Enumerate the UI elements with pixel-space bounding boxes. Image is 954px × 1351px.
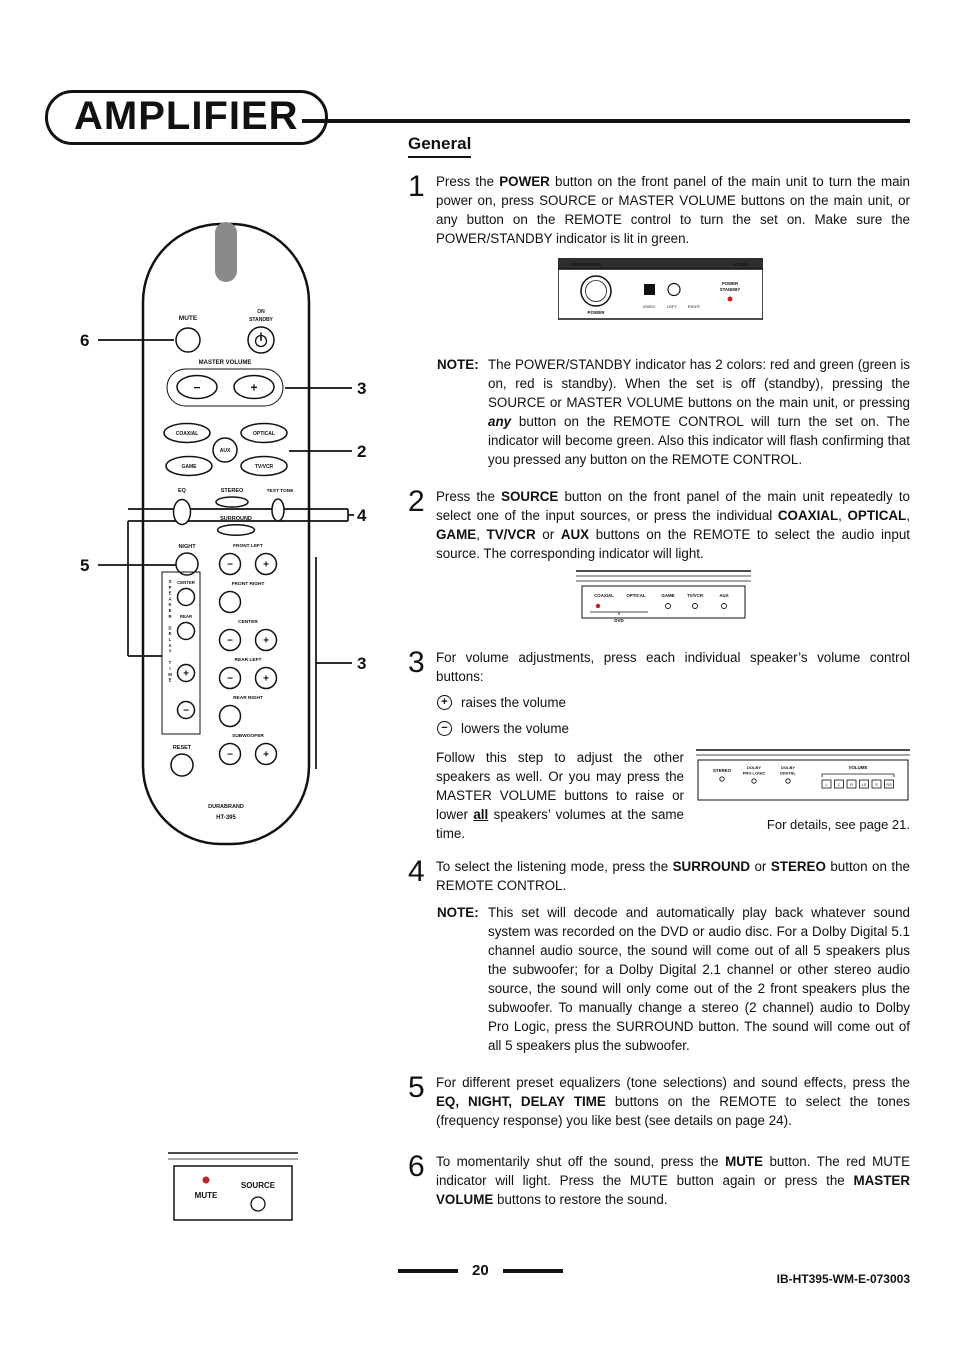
step-4	[408, 857, 910, 895]
note-2-text: This set will decode and automatically play back whatever sound system was recorded on the DVD or audio disc. For a Dolby Digital 5.1 channel audio source, the sound will come out of all 5 speakers plus the subwoofer; for a Dolby Digital 2.1 channel or other stereo audio source, the sound will only come out of the 2 front speakers plus the subwoofer. To manually change a stereo (2 channel) audio to Dolby Pro Logic, press the SURROUND button. The sound will come out of all 5 speakers plus the subwoofer.	[488, 905, 910, 1053]
display-panel-figure	[576, 569, 910, 632]
step-2-text: Press the SOURCE button on the front panel of the main unit repeatedly to select one of the input sources, or press the individual COAXIAL, OPTICAL, GAME, TV/VCR or AUX buttons on the REMOTE to select the audio input source. The corresponding indicator will light.	[436, 489, 910, 561]
r-badge-label: R	[646, 287, 653, 295]
minus-icon: −	[227, 673, 233, 685]
remote-on-label: ON	[257, 309, 265, 315]
callout-2: 2	[357, 442, 367, 461]
dolby-pro-logic-label-2: PRO LOGIC	[742, 770, 766, 776]
rear-left-label: REAR LEFT	[234, 658, 262, 663]
aux-label: AUX	[219, 448, 231, 454]
test-tone-button	[272, 499, 284, 521]
surround-button	[218, 525, 255, 535]
game-label: GAME	[181, 464, 197, 470]
document-code: IB-HT395-WM-E-073003	[776, 1272, 910, 1286]
step-6-text: To momentarily shut off the sound, press the MUTE button. The red MUTE indicator will light. Press the MUTE button again or press the MASTER VOLUME buttons to restore the sound.	[436, 1154, 910, 1207]
mute-indicator-dot	[203, 1177, 210, 1184]
volume-stereo-label: STEREO	[712, 768, 732, 773]
front-panel-figure	[558, 258, 910, 325]
svg-text:L: L	[825, 783, 828, 787]
page-number-rule-right	[503, 1269, 563, 1273]
step-5	[408, 1073, 910, 1130]
front-right-button	[220, 592, 241, 613]
plus-icon: +	[263, 559, 269, 571]
display-dvd-label: DVD	[614, 618, 624, 623]
remote-standby-label: STANDBY	[249, 317, 273, 323]
rear-delay-label: REAR	[179, 614, 193, 619]
step-5-number: 5	[408, 1071, 425, 1104]
page-number: 20	[472, 1262, 489, 1279]
stereo-button	[216, 497, 248, 507]
circled-minus-icon: −	[437, 721, 452, 736]
step-4-text: To select the listening mode, press the SURROUND or STEREO button on the REMOTE CONTROL.	[436, 859, 910, 893]
section-heading: General	[408, 134, 471, 158]
power-knob-label: POWER	[587, 310, 605, 315]
instructions-column	[408, 134, 910, 1215]
power-standby-indicator	[728, 297, 733, 302]
test-tone-label: TEST TONE	[266, 489, 294, 494]
plus-icon: +	[263, 635, 269, 647]
remote-control-figure	[70, 212, 380, 872]
callout-4: 4	[357, 506, 367, 525]
title-rule	[302, 119, 910, 123]
remote-brand-label: DURABRAND	[208, 804, 244, 810]
unit-source-label: SOURCE	[240, 1181, 276, 1190]
speaker-delay-time-label: SPEAKER DELAY TIME	[167, 579, 173, 684]
center-label: CENTER	[238, 620, 258, 625]
eq-button	[174, 500, 191, 525]
remote-master-volume-label: MASTER VOLUME	[198, 360, 252, 366]
stereo-label: STEREO	[220, 488, 244, 494]
display-aux-label: AUX	[719, 593, 729, 598]
tv-vcr-label: TV/VCR	[254, 464, 274, 470]
svg-text:R: R	[850, 783, 853, 787]
volume-down-text: lowers the volume	[461, 721, 569, 736]
eq-label: EQ	[178, 488, 186, 494]
volume-display-figure	[696, 748, 910, 843]
step-1-text: Press the POWER button on the front panel of the main unit to turn the main power on, press SOURCE or MASTER VOLUME buttons on the main unit, or any button on the REMOTE control to turn the set on. Make sure the POWER/STANDBY indicator is lit in green.	[436, 174, 910, 246]
remote-mute-button	[176, 328, 200, 352]
rear-right-button	[220, 706, 241, 727]
center-delay-button	[178, 589, 195, 606]
display-optical-label: OPTICAL	[626, 593, 646, 598]
minus-icon: −	[227, 749, 233, 761]
note-1-label: NOTE:	[437, 357, 479, 372]
step-1	[408, 172, 910, 248]
center-delay-label: CENTER	[177, 580, 195, 585]
minus-icon: −	[227, 635, 233, 647]
step-3	[408, 648, 910, 843]
display-tvvcr-label: TV/VCR	[686, 593, 704, 598]
step-1-number: 1	[408, 170, 425, 203]
unit-mute-label: MUTE	[194, 1191, 218, 1200]
svg-text:C: C	[837, 783, 841, 787]
note-2	[437, 903, 910, 1055]
step-2	[408, 487, 910, 563]
subwoofer-label: SUBWOOFER	[232, 734, 264, 739]
circled-plus-icon: +	[437, 695, 452, 710]
svg-text:RS: RS	[886, 783, 892, 787]
panel-model-label: HT-395	[733, 262, 748, 267]
note-1-text: The POWER/STANDBY indicator has 2 colors: red and green (green is on, red is standby). When the set is off (standby), pressing the SOURCE or MASTER VOLUME buttons on the main unit, or pressing any button on the REMOTE CONTROL will turn the set on. The indicator will become green. Also this indicator will flash confirming that you pressed any button on the REMOTE CONTROL.	[488, 357, 910, 467]
step-5-text: For different preset equalizers (tone selections) and sound effects, press the EQ, NIGHT, DELAY TIME buttons on the REMOTE to select the tones (frequency response) you like best (see details on page 24).	[436, 1075, 910, 1128]
unit-mute-source-figure	[168, 1150, 298, 1228]
dolby-pro-logic-label-1: DOLBY	[747, 765, 761, 770]
dolby-digital-label-1: DOLBY	[781, 765, 795, 770]
step-6	[408, 1152, 910, 1209]
rear-right-label: REAR RIGHT	[233, 696, 263, 701]
rear-delay-button	[178, 623, 195, 640]
page-title: AMPLIFIER	[45, 90, 328, 145]
video-label: VIDEO	[642, 304, 656, 309]
plus-icon: +	[263, 673, 269, 685]
right-label: RIGHT	[687, 304, 701, 309]
display-indicator-dot	[596, 604, 600, 608]
night-label: NIGHT	[178, 544, 196, 550]
surround-label: SURROUND	[220, 516, 252, 522]
step-3-follow-text: Follow this step to adjust the other speakers as well. Or you may press the MASTER VOLUME buttons to raise or lower all speakers’ volumes at the same time.	[436, 750, 684, 841]
volume-label: VOLUME	[848, 765, 868, 770]
coaxial-label: COAXIAL	[175, 431, 199, 437]
display-coaxial-label: COAXIAL	[594, 593, 614, 598]
callout-3-top: 3	[357, 379, 367, 398]
dolby-digital-label-2: DIGITAL	[780, 770, 796, 776]
step-4-number: 4	[408, 855, 425, 888]
plus-icon: +	[183, 668, 189, 680]
plus-icon: +	[250, 380, 258, 395]
minus-icon: −	[227, 559, 233, 571]
volume-up-text: raises the volume	[461, 695, 566, 710]
minus-icon: −	[183, 705, 189, 717]
volume-up-line	[437, 693, 910, 712]
video-jack	[668, 284, 680, 296]
power-standby-label-1: POWER	[721, 281, 739, 286]
step-6-number: 6	[408, 1150, 425, 1183]
step-3-number: 3	[408, 646, 425, 679]
display-game-label: GAME	[661, 593, 675, 598]
svg-text:S: S	[875, 783, 878, 787]
left-label: LEFT	[667, 304, 677, 309]
note-1	[437, 355, 910, 469]
step-2-number: 2	[408, 485, 425, 518]
volume-figure-caption: For details, see page 21.	[766, 817, 910, 832]
volume-down-line	[437, 719, 910, 738]
optical-label: OPTICAL	[253, 431, 275, 437]
remote-mute-label: MUTE	[178, 315, 198, 322]
ir-emitter	[215, 222, 237, 282]
page-number-rule-left	[398, 1269, 458, 1273]
callout-5: 5	[80, 556, 90, 575]
callout-3-bottom: 3	[357, 654, 367, 673]
plus-icon: +	[263, 749, 269, 761]
step-3-intro: For volume adjustments, press each individual speaker’s volume control buttons:	[436, 650, 910, 684]
front-left-label: FRONT LEFT	[233, 544, 263, 549]
svg-text:LS: LS	[861, 783, 867, 787]
callout-6: 6	[80, 331, 90, 350]
reset-label: RESET	[172, 745, 192, 751]
unit-source-button	[251, 1197, 265, 1211]
note-2-label: NOTE:	[437, 905, 479, 920]
front-right-label: FRONT RIGHT	[231, 582, 265, 587]
power-standby-label-2: STANDBY	[719, 287, 741, 292]
minus-icon: −	[193, 380, 201, 395]
page-number-block	[398, 1262, 563, 1279]
panel-brand-label: DURABRAND	[572, 262, 602, 267]
reset-button	[171, 754, 193, 776]
remote-model-label: HT-395	[216, 815, 236, 821]
